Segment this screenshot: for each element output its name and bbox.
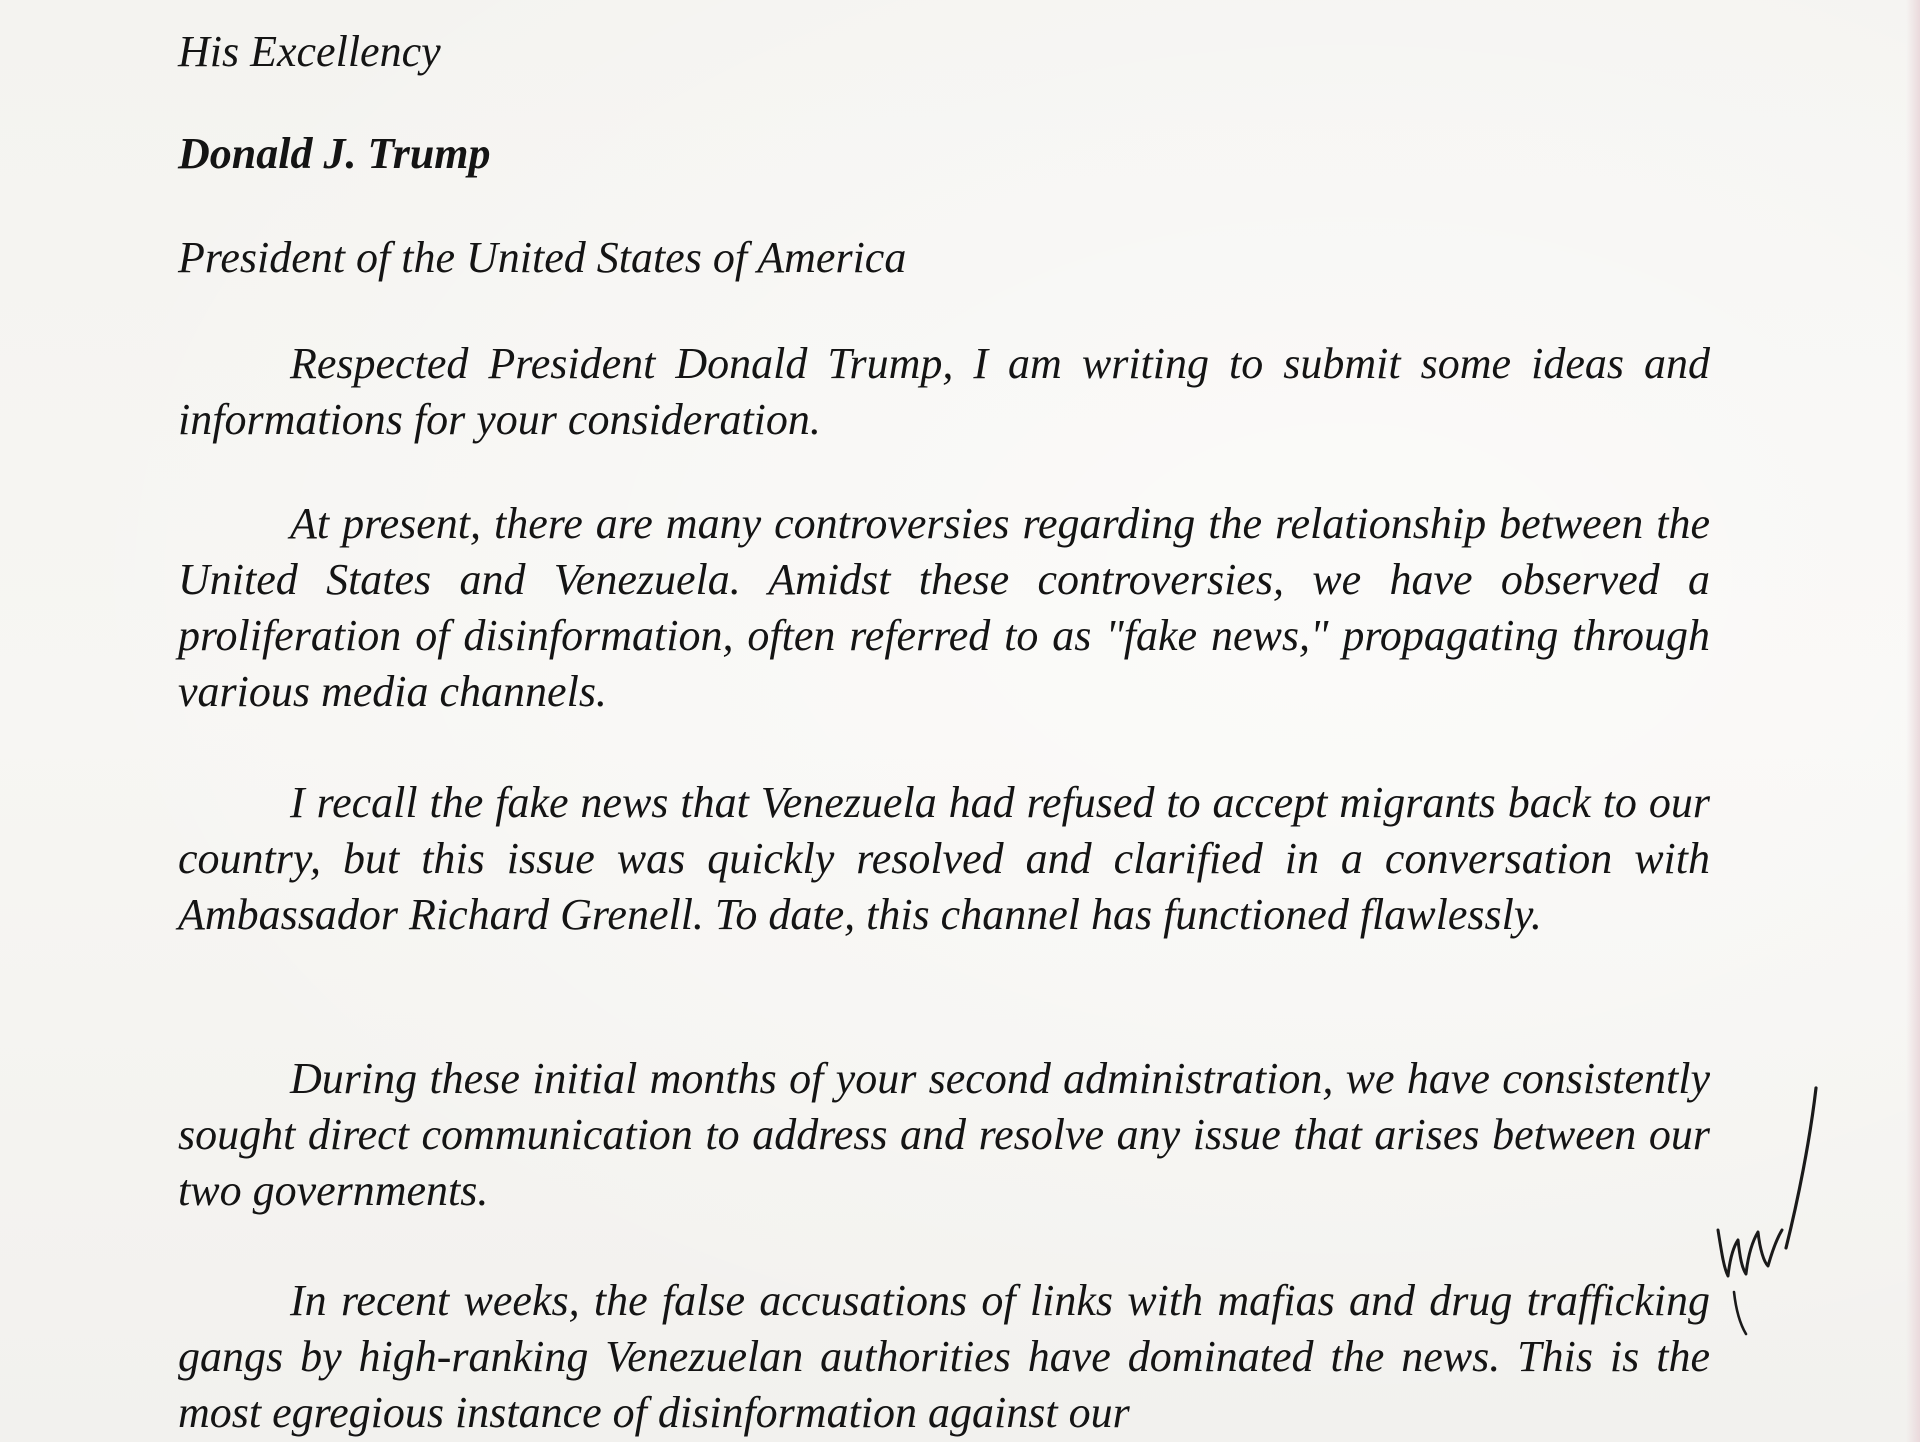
paragraph-2: At present, there are many controversies regarding the relationship between the United States and Venezuela. Amidst these controversies, we have observed a proliferation of disinformation, often referred to as "fake news," propagating through various media channels. bbox=[178, 499, 1710, 716]
handwritten-initials-icon bbox=[1706, 1080, 1876, 1340]
paper-edge bbox=[1906, 0, 1920, 1442]
paragraph-3: I recall the fake news that Venezuela had refused to accept migrants back to our country, but this issue was quickly resolved and clarified in a conversation with Ambassador Richard Grenell. To date, this channel has functioned flawlessly. bbox=[178, 778, 1710, 939]
paragraph-4: During these initial months of your second administration, we have consistently sought direct communication to address and resolve any issue that arises between our two governments. bbox=[178, 1054, 1710, 1215]
addressee-title: His Excellency bbox=[178, 27, 441, 76]
addressee-position: President of the United States of America bbox=[178, 233, 907, 282]
paragraph-1: Respected President Donald Trump, I am writing to submit some ideas and informations for your consideration. bbox=[178, 339, 1710, 444]
addressee-name: Donald J. Trump bbox=[178, 129, 491, 178]
paragraph-5: In recent weeks, the false accusations of links with mafias and drug trafficking gangs by high-ranking Venezuelan authorities have dominated the news. This is the most egregious instance of disinformation against our bbox=[178, 1276, 1710, 1437]
